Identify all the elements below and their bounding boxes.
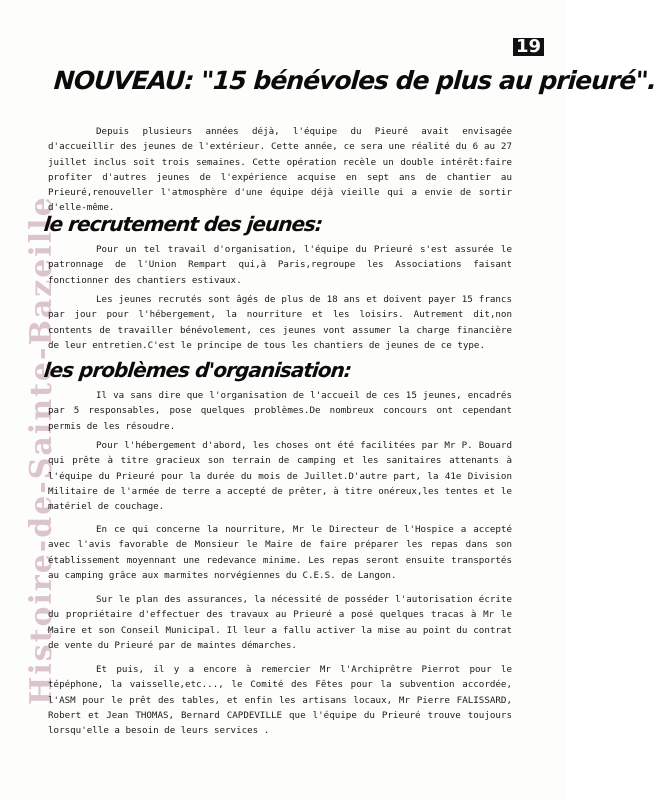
recruitment-paragraph-1: Pour un tel travail d'organisation, l'équipe du Prieuré s'est assurée le patronnage de l'Union Rempart qui,à Paris,regroupe les Associations faisant fonctionner des chantiers estivaux. <box>48 244 512 286</box>
organisation-paragraph-2: Pour l'hébergement d'abord, les choses ont été facilitées par Mr P. Bouard qui prête à titre gracieux son terrain de camping et les sanitaires attenants à l'équipe du Prieuré pour la durée du mois de Juillet.D'autre part, la 41e Division Militaire de l'armée de terre a accepté de prêter, à titre onéreux,les tentes et le matériel de couchage. <box>48 440 512 513</box>
organisation-paragraph-4: Sur le plan des assurances, la nécessité de posséder l'autorisation écrite du propriétaire d'effectuer des travaux au Prieuré a posé quelques tracas à Mr le Maire et son Conseil Municipal. Il leur a fallu activer la mise au point du contrat de vente du Prieuré par de maintes démarches. <box>48 594 512 651</box>
organisation-paragraph-5: Et puis, il y a encore à remercier Mr l'Archiprêtre Pierrot pour le tépéphone, la vaisselle,etc..., le Comité des Fêtes pour la subvention accordée, l'ASM pour le prêt des tables, et enfin les artisans locaux, Mr Pierre FALISSARD, Robert et Jean THOMAS, Bernard CAPDEVILLE que l'équipe du Prieuré trouve toujours lorsqu'elle a besoin de leurs services . <box>48 664 512 737</box>
intro-paragraph: Depuis plusieurs années déjà, l'équipe du Pieuré avait envisagée d'accueillir des jeunes de l'extérieur. Cette année, ce sera une réalité du 6 au 27 juillet inclus soit trois semaines. Cette opération recèle un double intérêt:faire profiter d'autres jeunes de l'expérience acquise en sept ans de chantier au Prieuré,renouveller l'atmosphère d'une équipe déjà vieille qui a envie de sortir d'elle-même. <box>48 126 512 214</box>
watermark: Histoire-de-Sainte-Bazeille <box>24 195 59 705</box>
section-heading-organisation: les problèmes d'organisation: <box>42 358 353 382</box>
page-number: 19 <box>513 38 544 56</box>
section-heading-recruitment: le recrutement des jeunes: <box>42 212 324 236</box>
page-title: NOUVEAU: "15 bénévoles de plus au prieuré". <box>52 66 657 95</box>
organisation-paragraph-3: En ce qui concerne la nourriture, Mr le Directeur de l'Hospice a accepté avec l'avis favorable de Monsieur le Maire de faire préparer les repas dans son établissement moyennant une redevance minime. Les repas seront ensuite transportés au camping grâce aux marmites norvégiennes du C.E.S. de Langon. <box>48 524 512 581</box>
organisation-paragraph-1: Il va sans dire que l'organisation de l'accueil de ces 15 jeunes, encadrés par 5 responsables, pose quelques problèmes.De nombreux concours ont cependant permis de les résoudre. <box>48 390 512 432</box>
recruitment-paragraph-2: Les jeunes recrutés sont âgés de plus de 18 ans et doivent payer 15 francs par jour pour l'hébergement, la nourriture et les loisirs. Autrement dit,non contents de travailler bénévolement, ces jeunes vont assumer la charge financière de leur entretien.C'est le principe de tous les chantiers de jeunes de ce type. <box>48 294 512 351</box>
